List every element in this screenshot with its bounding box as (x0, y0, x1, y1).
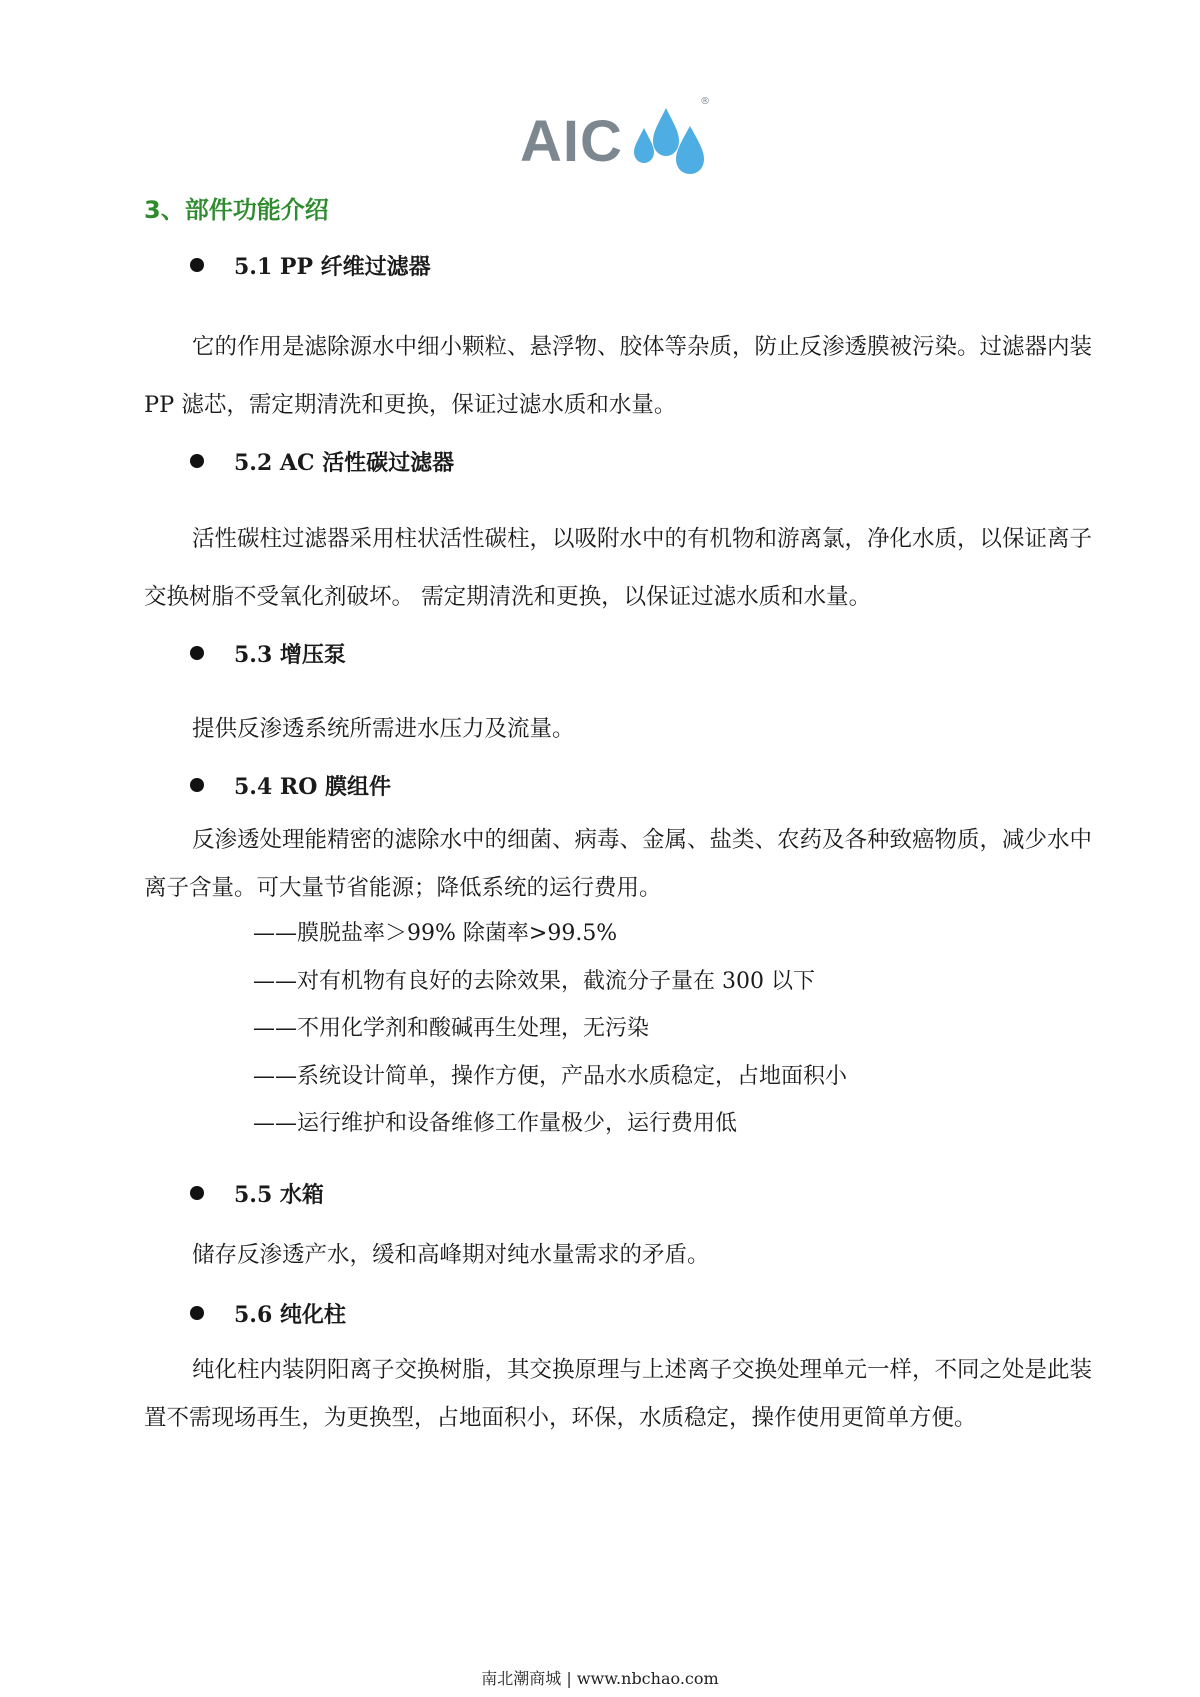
aic-logo (520, 96, 720, 178)
paragraph-5-3: 提供反渗透系统所需进水压力及流量。 (192, 716, 575, 742)
heading-5-4: 5.4 RO 膜组件 (190, 770, 391, 801)
heading-5-6: 5.6 纯化柱 (190, 1298, 346, 1329)
heading-5-1: 5.1 PP 纤维过滤器 (190, 250, 431, 281)
list-item: ——不用化学剂和酸碱再生处理，无污染 (253, 1016, 650, 1041)
bullet-icon (190, 454, 204, 468)
heading-5-3: 5.3 增压泵 (190, 638, 346, 669)
paragraph-5-5: 储存反渗透产水，缓和高峰期对纯水量需求的矛盾。 (192, 1242, 710, 1268)
paragraph-5-6: 纯化柱内装阴阳离子交换树脂，其交换原理与上述离子交换处理单元一样，不同之处是此装置不需现场再生，为更换型，占地面积小，环保，水质稳定，操作使用更简单方便。 (144, 1357, 1093, 1431)
paragraph-5-4: 反渗透处理能精密的滤除水中的细菌、病毒、金属、盐类、农药及各种致癌物质，减少水中离子含量。可大量节省能源；降低系统的运行费用。 (144, 827, 1093, 901)
registered-mark: ® (700, 96, 710, 107)
list-item: ——对有机物有良好的去除效果，截流分子量在 300 以下 (253, 968, 815, 994)
water-drops-icon (630, 96, 720, 178)
logo-text: AIC (520, 109, 623, 174)
bullet-icon (190, 1186, 204, 1200)
section-title: 3、部件功能介绍 (144, 196, 329, 224)
list-item: ——系统设计简单，操作方便，产品水水质稳定，占地面积小 (253, 1063, 848, 1089)
bullet-icon (190, 778, 204, 792)
footer: 南北潮商城 | www.nbchao.com (481, 1669, 719, 1688)
bullet-icon (190, 646, 204, 660)
paragraph-5-1: 它的作用是滤除源水中细小颗粒、悬浮物、胶体等杂质，防止反渗透膜被污染。过滤器内装 PP 滤芯，需定期清洗和更换，保证过滤水质和水量。 (144, 334, 1093, 418)
bullet-icon (190, 1306, 204, 1320)
ro-feature-list (253, 910, 847, 1148)
heading-5-2: 5.2 AC 活性碳过滤器 (190, 446, 454, 477)
paragraph-5-2: 活性碳柱过滤器采用柱状活性碳柱，以吸附水中的有机物和游离氯，净化水质，以保证离子交换树脂不受氧化剂破坏。 需定期清洗和更换，以保证过滤水质和水量。 (144, 526, 1093, 610)
list-item: ——膜脱盐率＞99% 除菌率>99.5% (253, 921, 618, 946)
bullet-icon (190, 258, 204, 272)
heading-5-5: 5.5 水箱 (190, 1178, 324, 1209)
list-item: ——运行维护和设备维修工作量极少，运行费用低 (253, 1111, 738, 1136)
